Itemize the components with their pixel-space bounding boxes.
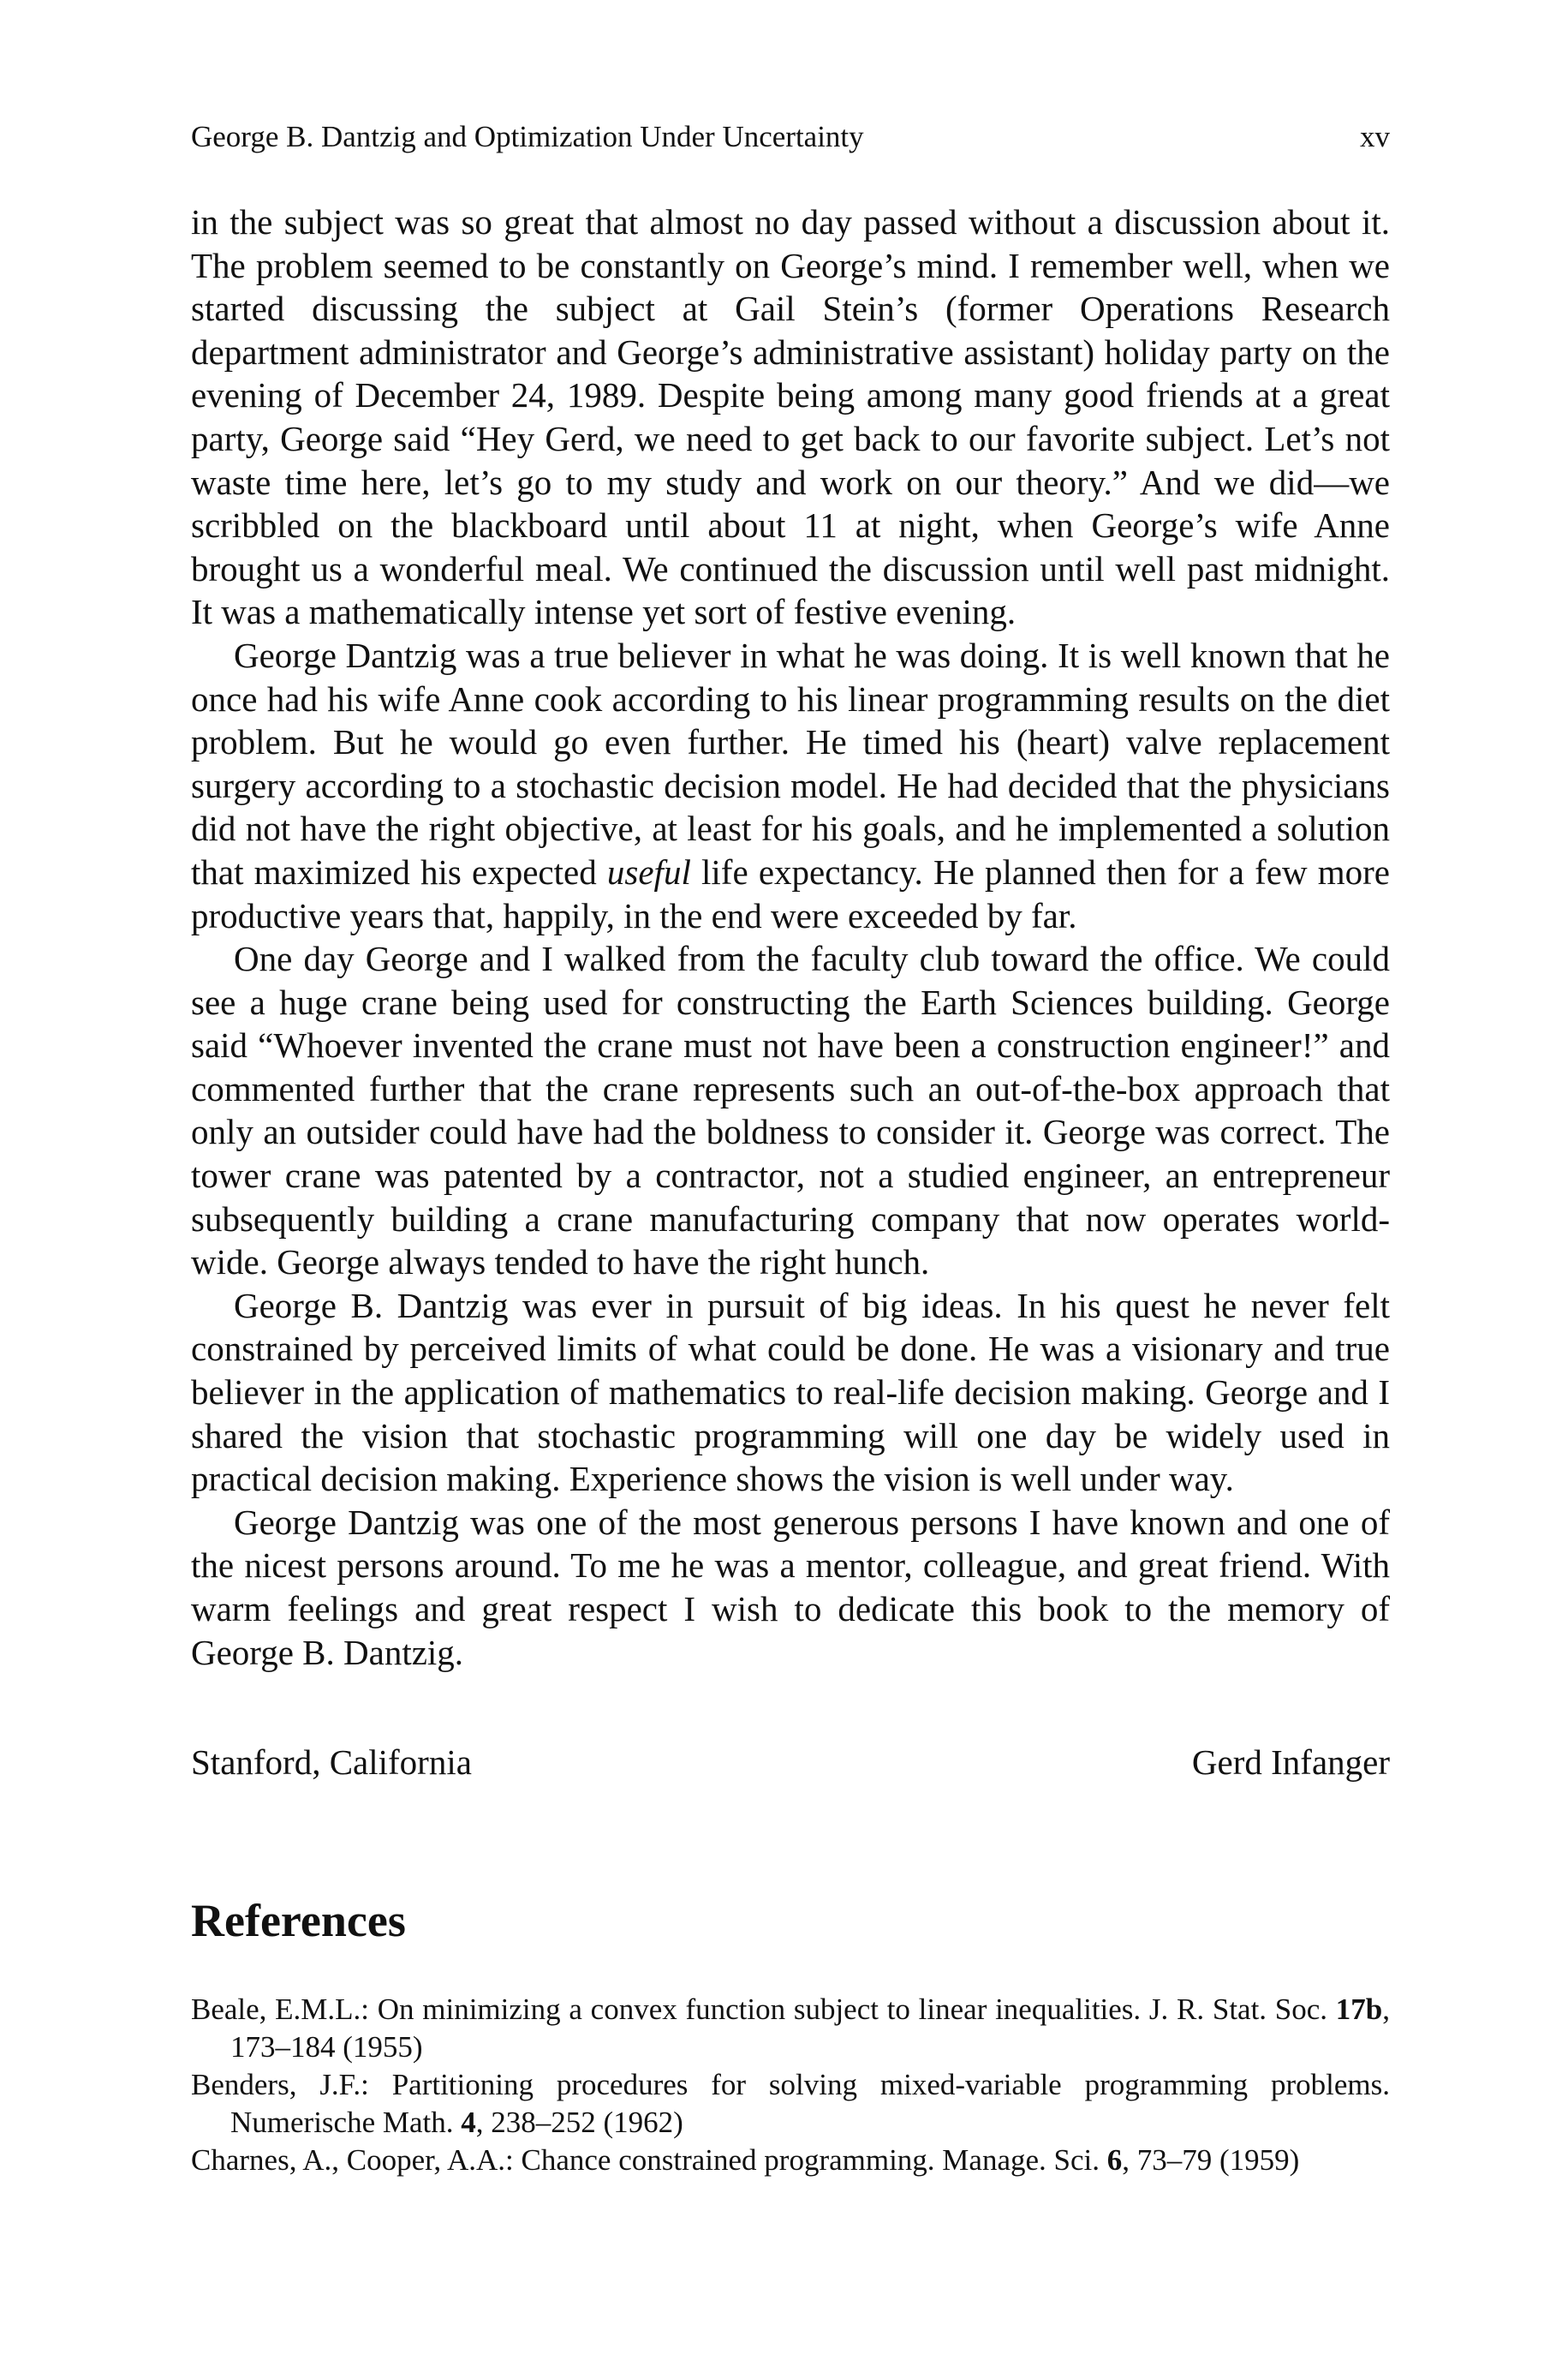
reference-pages: , 173–184 (1955) (230, 1993, 1390, 2064)
running-head (191, 118, 1390, 156)
references-list (191, 1991, 1390, 2179)
signature-author: Gerd Infanger (1191, 1742, 1390, 1783)
paragraph-2-text-before: George Dantzig was a true believer in what he was doing. It is well known that he once had his wife Anne cook according to his linear programming results on the diet problem. But he would go even further. He timed his (heart) valve replacement surgery according to a stochastic decision model. He had decided that the physicians did not have the right objective, at least for his goals, and he implemented a solution that maximized his expected (191, 635, 1390, 892)
paragraph-2-text-after: life expectancy. He planned then for a few more productive years that, happily, in the end were exceeded by far. (191, 851, 1390, 935)
paragraph-2 (191, 634, 1390, 937)
references-heading: References (191, 1895, 406, 1947)
reference-pages: , 73–79 (1959) (1122, 2143, 1300, 2178)
paragraph-4-text: George B. Dantzig was ever in pursuit of big ideas. In his quest he never felt constrained by perceived limits of what could be done. He was a visionary and true believer in the application of mathematics to real-life decision making. George and I shared the vision that stochastic programming will one day be widely used in practical decision making. Experience shows the vision is well under way. (191, 1285, 1390, 1499)
paragraph-5-text: George Dantzig was one of the most generous persons I have known and one of the nicest persons around. To me he was a mentor, colleague, and great friend. With warm feelings and great respect I wish to dedicate this book to the memory of George B. Dantzig. (191, 1502, 1390, 1672)
paragraph-5 (191, 1501, 1390, 1674)
reference-volume: 17b (1335, 1993, 1383, 2027)
reference-item (191, 1991, 1390, 2066)
paragraph-1 (191, 200, 1390, 634)
reference-volume: 6 (1106, 2143, 1123, 2178)
paragraph-4 (191, 1284, 1390, 1501)
reference-item (191, 2142, 1390, 2179)
reference-pages: , 238–252 (1962) (475, 2106, 683, 2140)
paragraph-3-text: One day George and I walked from the faculty club toward the office. We could see a huge crane being used for constructing the Earth Sciences building. George said “Whoever invented the crane must not have been a construction engineer!” and commented further that the crane represents such an out-of-the-box approach that only an outsider could have had the boldness to consider it. George was correct. The tower crane was patented by a contractor, not a studied engineer, an entrepreneur subsequently building a crane manufacturing company that now operates world-wide. George always tended to have the right hunch. (191, 939, 1390, 1282)
paragraph-2-emphasis: useful (606, 851, 691, 892)
paragraph-1-text: in the subject was so great that almost no day passed without a discussion about it. The problem seemed to be constantly on George’s mind. I remember well, when we started discussing the subject at Gail Stein’s (former Operations Research department administrator and George’s administrative assistant) holiday party on the evening of December 24, 1989. Despite being among many good friends at a great party, George said “Hey Gerd, we need to get back to our favorite subject. Let’s not waste time here, let’s go to my study and work on our theory.” And we did—we scribbled on the blackboard until about 11 at night, when George’s wife Anne brought us a wonderful meal. We continued the discussion until well past midnight. It was a mathematically intense yet sort of festive evening. (191, 202, 1390, 632)
references-section (191, 1895, 1390, 2179)
book-page (191, 118, 1390, 2179)
reference-item (191, 2066, 1390, 2142)
reference-text: Beale, E.M.L.: On minimizing a convex function subject to linear inequalities. J. R. Stat. Soc. (191, 1993, 1336, 2027)
reference-text: Charnes, A., Cooper, A.A.: Chance constrained programming. Manage. Sci. (191, 2143, 1107, 2178)
page-number: xv (1360, 120, 1390, 153)
signature-line (191, 1741, 1390, 1784)
signature-place: Stanford, California (191, 1742, 472, 1783)
body-text (191, 200, 1390, 1674)
reference-text: Benders, J.F.: Partitioning procedures for solving mixed-variable programming problems. Numerische Math. (191, 2068, 1390, 2140)
reference-volume: 4 (461, 2106, 476, 2140)
paragraph-3 (191, 937, 1390, 1284)
running-title: George B. Dantzig and Optimization Under Uncertainty (191, 120, 864, 153)
